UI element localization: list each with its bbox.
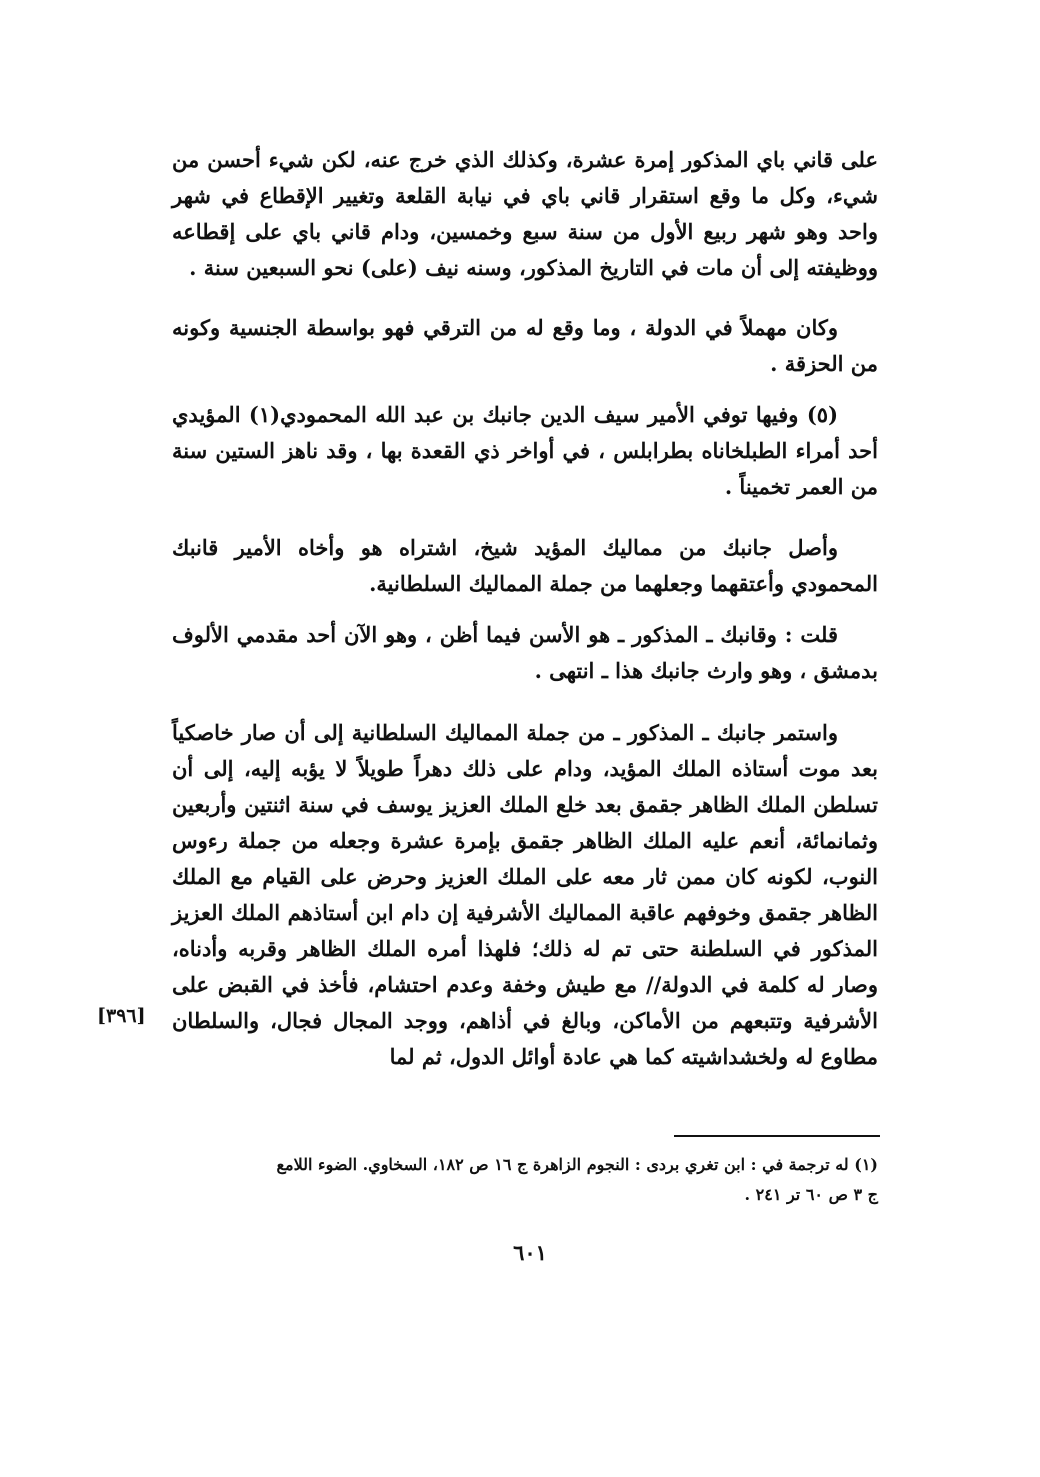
- footnote-line-1: (١) له ترجمة في : ابن تغري بردى : النجوم الزاهرة ج ١٦ ص ١٨٢، السخاوي. الضوء اللامع: [276, 1155, 878, 1174]
- footnote-line-2: ج ٣ ص ٦٠ تر ٢٤١ .: [744, 1185, 878, 1204]
- paragraph-1-text: على قاني باي المذكور إمرة عشرة، وكذلك الذي خرج عنه، لكن شيء أحسن من شيء، وكل ما وقع استقرار قاني باي في نيابة القلعة وتغيير الإقطاع في شهر واحد وهو شهر ربيع الأول من سنة سبع وخمسين، ودام قاني باي على إقطاعه ووظيفته إلى أن مات في التاريخ المذكور، وسنه نيف (على) نحو السبعين سنة .: [172, 147, 878, 280]
- paragraph-3-text: (٥) وفيها توفي الأمير سيف الدين جانبك بن عبد الله المحمودي(١) المؤيدي أحد أمراء الطبلخاناه بطرابلس ، في أواخر ذي القعدة بها ، وقد ناهز الستين سنة من العمر تخميناً .: [172, 402, 878, 499]
- paragraph-4-text: وأصل جانبك من مماليك المؤيد شيخ، اشتراه هو وأخاه الأمير قانبك المحمودي وأعتقهما وجعلهما من جملة المماليك السلطانية.: [172, 535, 878, 596]
- paragraph-1: [172, 142, 878, 286]
- paragraph-2-text: وكان مهملاً في الدولة ، وما وقع له من الترقي فهو بواسطة الجنسية وكونه من الحزقة .: [172, 315, 878, 376]
- paragraph-6-text: واستمر جانبك ـ المذكور ـ من جملة المماليك السلطانية إلى أن صار خاصكياً بعد موت أستاذه الملك المؤيد، ودام على ذلك دهراً طويلاً لا يؤبه إليه، إلى أن تسلطن الملك الظاهر جقمق بعد خلع الملك العزيز يوسف في سنة اثنتين وأربعين وثمانمائة، أنعم عليه الملك الظاهر جقمق بإمرة عشرة وجعله من جملة رءوس النوب، لكونه كان ممن ثار معه على الملك العزيز وحرض على القيام مع الملك الظاهر جقمق وخوفهم عاقبة المماليك الأشرفية إن دام ابن أستاذهم الملك العزيز المذكور في السلطنة حتى تم له ذلك؛ فلهذا أمره الملك الظاهر وقربه وأدناه، وصار له كلمة في الدولة// مع طيش وخفة وعدم احتشام، فأخذ في القبض على الأشرفية وتتبعهم من الأماكن، وبالغ في أذاهم، ووجد المجال فجال، والسلطان مطاوع له ولخشداشيته كما هي عادة أوائل الدول، ثم لما: [172, 720, 878, 1069]
- margin-page-reference: [٣٩٦]: [97, 1005, 146, 1027]
- paragraph-5-text: قلت : وقانبك ـ المذكور ـ هو الأسن فيما أظن ، وهو الآن أحد مقدمي الألوف بدمشق ، وهو وارث جانبك هذا ـ انتهى .: [172, 622, 878, 683]
- paragraph-2: [172, 310, 878, 382]
- paragraph-6: [172, 715, 878, 1075]
- page-number: ٦٠١: [513, 1240, 547, 1265]
- paragraph-3: [172, 397, 878, 505]
- paragraph-5: [172, 617, 878, 689]
- footnote: [180, 1150, 878, 1210]
- footnote-divider: [674, 1135, 880, 1137]
- paragraph-4: [172, 530, 878, 602]
